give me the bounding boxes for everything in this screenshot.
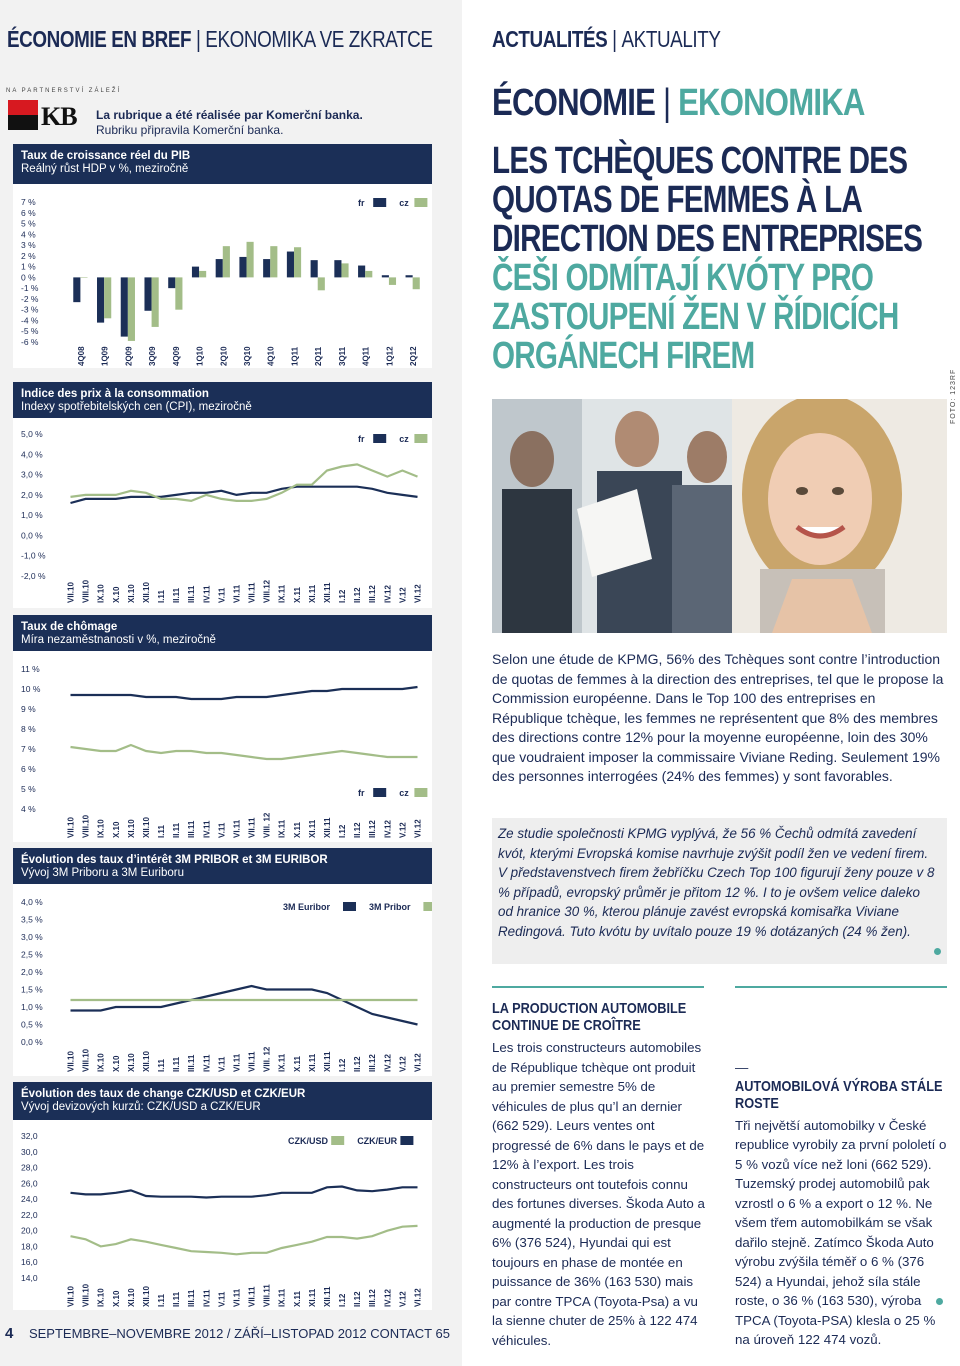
legend-label: cz [399, 434, 409, 444]
fx-chart-area [13, 1120, 432, 1310]
x-tick-label: IV.11 [202, 1054, 212, 1072]
gdp-chart-subtitle: Reálný růst HDP v %, meziročně [21, 163, 189, 175]
y-tick-label: 11 % [21, 664, 40, 674]
x-tick-label: XI.10 [126, 1288, 136, 1307]
x-tick-label: IX.10 [96, 1053, 106, 1072]
y-tick-label: 1 % [21, 261, 36, 272]
section-title-fr: ÉCONOMIE [492, 82, 656, 124]
series-line [71, 1226, 418, 1254]
x-tick-label: IX.11 [277, 584, 287, 603]
legend-swatch [373, 198, 386, 207]
x-tick-label: II.12 [353, 822, 363, 838]
y-tick-label: 0,0 % [21, 530, 43, 541]
x-tick-label: V.11 [217, 822, 227, 838]
divider-rule-right [735, 986, 947, 988]
x-tick-label: IX.11 [277, 1053, 287, 1072]
legend-swatch [423, 902, 432, 911]
bar-cz [294, 247, 301, 277]
bar-cz [199, 271, 206, 277]
x-tick-label: XII.10 [141, 817, 151, 838]
x-tick-label: III.11 [187, 585, 197, 603]
left-header-cz: EKONOMIKA VE ZKRATCE [205, 26, 433, 52]
y-tick-label: 30,0 [21, 1146, 38, 1157]
x-tick-label: XII.10 [141, 582, 151, 603]
x-tick-label: XI.11 [307, 819, 317, 838]
y-tick-label: 2,0 % [21, 489, 43, 500]
x-tick-label: II.11 [172, 1056, 182, 1072]
x-tick-label: 3Q09 [148, 346, 158, 366]
x-tick-label: IX.10 [96, 1288, 106, 1307]
y-tick-label: 5 % [21, 784, 36, 794]
x-tick-label: 2Q10 [219, 346, 229, 366]
x-tick-label: IV.12 [383, 1054, 393, 1072]
x-tick-label: X.10 [111, 1055, 121, 1072]
bar-fr [97, 277, 104, 322]
cpi-chart-title: Indice des prix à la consommation [21, 388, 209, 400]
rates-chart-subtitle: Vývoj 3M Priboru a 3M Euriboru [21, 867, 184, 879]
right-header-cz: AKTUALITY [621, 26, 721, 52]
y-tick-label: 9 % [21, 704, 36, 714]
y-tick-label: -3 % [21, 304, 39, 315]
bar-cz [341, 263, 348, 277]
y-tick-label: 0 % [21, 272, 36, 283]
headline-fr: LES TCHÈQUES CONTRE DES QUOTAS DE FEMMES À LA DIRECTION DES ENTREPRISES [492, 140, 923, 260]
right-header [492, 26, 721, 53]
bar-fr [334, 260, 341, 277]
partner-text [96, 108, 363, 138]
x-tick-label: VIII.10 [81, 1048, 91, 1072]
y-tick-label: 3,5 % [21, 914, 43, 925]
x-tick-label: X.10 [111, 586, 121, 603]
bar-fr [263, 259, 270, 277]
y-tick-label: 28,0 [21, 1162, 38, 1173]
y-tick-label: 18,0 [21, 1241, 38, 1252]
right-header-fr: ACTUALITÉS [492, 26, 608, 52]
x-tick-label: X.10 [111, 1290, 121, 1307]
x-tick-label: XI.11 [307, 1288, 317, 1307]
y-tick-label: -2,0 % [21, 571, 46, 581]
footer [5, 1325, 450, 1342]
x-tick-label: 1Q09 [100, 346, 110, 366]
x-tick-label: II.11 [172, 1291, 182, 1307]
y-tick-label: -6 % [21, 337, 39, 347]
x-tick-label: X.10 [111, 821, 121, 838]
y-tick-label: 0,5 % [21, 1019, 43, 1030]
cpi-chart-area [13, 418, 432, 608]
x-tick-label: VIII.10 [81, 579, 91, 603]
auto-dash: — [735, 1060, 749, 1075]
section-title-cz: EKONOMIKA [678, 82, 865, 124]
x-tick-label: XII.11 [322, 817, 332, 838]
x-tick-label: I.11 [157, 1059, 167, 1072]
x-tick-label: XII.10 [141, 1286, 151, 1307]
auto-title-cz: AUTOMOBILOVÁ VÝROBA STÁLE ROSTE [735, 1077, 943, 1112]
x-tick-label: V.11 [217, 1056, 227, 1072]
x-tick-label: 1Q12 [385, 346, 395, 366]
x-tick-label: VI.12 [413, 1288, 423, 1307]
y-tick-label: 32,0 [21, 1131, 38, 1141]
y-tick-label: 24,0 [21, 1194, 38, 1205]
x-tick-label: IV.12 [383, 1289, 393, 1307]
x-tick-label: XII.11 [322, 582, 332, 603]
bar-cz [152, 277, 159, 327]
section-title-separator: | [662, 82, 671, 124]
x-tick-label: II.12 [353, 1291, 363, 1307]
y-tick-label: 7 % [21, 197, 36, 207]
x-tick-label: VII.11 [247, 1286, 257, 1307]
y-tick-label: 1,0 % [21, 1002, 43, 1012]
x-tick-label: I.12 [338, 824, 348, 838]
unemployment-chart-subtitle: Míra nezaměstnanosti v %, meziročně [21, 634, 216, 646]
legend-swatch [414, 198, 427, 207]
x-tick-label: VI.12 [413, 1053, 423, 1072]
x-tick-label: XI.10 [126, 584, 136, 603]
section-title [492, 82, 865, 125]
rates-chart [13, 884, 432, 1076]
y-tick-label: 10 % [21, 684, 41, 694]
y-tick-label: 7 % [21, 744, 36, 754]
legend-swatch [414, 788, 427, 797]
x-tick-label: III.11 [187, 820, 197, 838]
y-tick-label: 6 % [21, 764, 36, 774]
rates-chart-header [13, 848, 432, 884]
bar-fr [406, 275, 413, 277]
x-tick-label: VII.10 [66, 1051, 76, 1072]
x-tick-label: XI.11 [307, 1053, 317, 1072]
y-tick-label: 3 % [21, 240, 36, 251]
bar-cz [247, 242, 254, 278]
bar-cz [128, 277, 135, 341]
x-tick-label: 4Q09 [171, 346, 181, 366]
headline [492, 142, 944, 376]
legend-swatch [343, 902, 356, 911]
x-tick-label: IX.10 [96, 584, 106, 603]
x-tick-label: IV.11 [202, 585, 212, 603]
x-tick-label: VI.11 [232, 584, 242, 603]
auto-article-cz [735, 1000, 950, 1350]
x-tick-label: 2Q11 [314, 346, 324, 366]
fx-chart-subtitle: Vývoj devizových kurzů: CZK/USD a CZK/EUR [21, 1101, 261, 1113]
left-header-fr: ÉCONOMIE EN BREF [7, 26, 192, 52]
kb-logo-black-square [8, 115, 38, 130]
x-tick-label: XI.10 [126, 819, 136, 838]
x-tick-label: X.11 [292, 1055, 302, 1072]
partner-text-cz: Rubriku připravila Komerční banka. [96, 123, 284, 137]
x-tick-label: III.12 [368, 585, 378, 603]
auto-end-bullet-icon [936, 1298, 943, 1305]
bar-cz [413, 277, 420, 289]
bar-cz [223, 246, 230, 277]
x-tick-label: 2Q09 [124, 346, 134, 366]
bar-fr [144, 277, 151, 310]
y-tick-label: -1,0 % [21, 550, 46, 561]
photo-illustration [492, 399, 947, 633]
article-czech-text: Ze studie společnosti KPMG vyplývá, že 56 % Čechů odmítá zavedení kvót, kterými Evropská komise navrhuje zvýšit podíl žen ve vedení firem. V představenstvech firem žebříčku Czech Top 100 figurují ženy pouze v 8 % případů, evropský průměr je přitom 12 %. I to je ovšem velice daleko od hranice 30 %, kterou plánuje zavést evropská komisařka Viviane Redingová. Tuto kvótu by uvítalo pouze 19 % dotázaných (24 % žen). [498, 826, 935, 939]
x-tick-label: II.11 [172, 587, 182, 603]
fx-chart-header [13, 1082, 432, 1120]
partner-label: NA PARTNERSTVÍ ZÁLEŽÍ [6, 88, 122, 94]
x-tick-label: I.12 [338, 1058, 348, 1072]
series-line [71, 1187, 418, 1198]
unemployment-chart-area [13, 651, 432, 842]
legend-label: fr [358, 198, 365, 208]
x-tick-label: I.11 [157, 590, 167, 603]
x-tick-label: V.11 [217, 587, 227, 603]
y-tick-label: -4 % [21, 315, 39, 326]
partner-text-fr: La rubrique a été réalisée par Komerční banka. [96, 108, 363, 122]
footer-text: SEPTEMBRE–NOVEMBRE 2012 / ZÁŘÍ–LISTOPAD 2012 CONTACT 65 [28, 1326, 450, 1341]
cpi-chart [13, 418, 432, 608]
x-tick-label: I.11 [157, 1294, 167, 1307]
y-tick-label: 6 % [21, 207, 36, 218]
x-tick-label: VIII. 12 [262, 1046, 272, 1072]
kb-logo [8, 100, 80, 134]
bar-cz [80, 277, 87, 278]
x-tick-label: VI.12 [413, 819, 423, 838]
y-tick-label: -1 % [21, 283, 39, 294]
legend-label: CZK/EUR [357, 1136, 398, 1146]
unemployment-chart-header [13, 615, 432, 651]
x-tick-label: II.12 [353, 1056, 363, 1072]
y-tick-label: 4,0 % [21, 449, 43, 460]
y-tick-label: 3,0 % [21, 469, 43, 480]
headline-cz: ČEŠI ODMÍTAJÍ KVÓTY PRO ZASTOUPENÍ ŽEN V ŘÍDICÍCH ORGÁNECH FIREM [492, 257, 899, 377]
legend-label: CZK/USD [288, 1136, 328, 1146]
x-tick-label: V.11 [217, 1291, 227, 1307]
x-tick-label: VI.11 [232, 819, 242, 838]
x-tick-label: VII.11 [247, 817, 257, 838]
x-tick-label: X.11 [292, 586, 302, 603]
x-tick-label: VIII.11 [262, 1284, 272, 1307]
x-tick-label: IX.10 [96, 819, 106, 838]
x-tick-label: 2Q12 [409, 346, 419, 366]
unemployment-chart-title: Taux de chômage [21, 621, 118, 633]
x-tick-label: VI.11 [232, 1288, 242, 1307]
bar-fr [121, 277, 128, 336]
legend-label: 3M Euribor [283, 902, 331, 912]
x-tick-label: II.11 [172, 822, 182, 838]
x-tick-label: III.11 [187, 1289, 197, 1307]
left-header-separator: | [195, 26, 201, 52]
x-tick-label: VI.11 [232, 1053, 242, 1072]
series-line [71, 687, 418, 699]
auto-title-fr: LA PRODUCTION AUTOMOBILE CONTINUE DE CROÎTRE [492, 1000, 687, 1034]
x-tick-label: X.11 [292, 821, 302, 838]
y-tick-label: 20,0 [21, 1225, 38, 1236]
y-tick-label: 26,0 [21, 1178, 38, 1189]
y-tick-label: 2,5 % [21, 949, 43, 960]
x-tick-label: X.11 [292, 1290, 302, 1307]
auto-article-fr [492, 1000, 707, 1350]
x-tick-label: IV.11 [202, 820, 212, 838]
gdp-chart-area [13, 184, 432, 368]
bar-cz [270, 246, 277, 277]
x-tick-label: XII.11 [322, 1286, 332, 1307]
series-line [71, 464, 418, 501]
article-photo [492, 399, 947, 633]
y-tick-label: -5 % [21, 326, 39, 337]
x-tick-label: VIII.12 [262, 579, 272, 603]
x-tick-label: IV.12 [383, 820, 393, 838]
x-tick-label: IX.11 [277, 819, 287, 838]
bar-cz [365, 271, 372, 277]
legend-swatch [373, 788, 386, 797]
y-tick-label: 3,0 % [21, 932, 43, 942]
bar-fr [216, 259, 223, 277]
auto-text-fr: Les trois constructeurs automobiles de République tchèque ont produit au premier semestre 5% de véhicules de plus qu’l an dernier (662 529). Leurs ventes ont progressé de 6% dans le pays et de 12% à l’export. Les trois constructeurs ont toutefois connu des fortunes diverses. Škoda Auto a augmenté la production de presque 6% (376 524), Hyundai qui est toujours en phase de montée en puissance de 36% (163 530) mais par contre TPCA (Toyota-Psa) a vu la sienne chuter de 25% à 122 474 véhicules. [492, 1040, 705, 1348]
y-tick-label: 1,0 % [21, 510, 43, 521]
bar-fr [168, 277, 175, 288]
gdp-chart [13, 184, 432, 368]
x-tick-label: IV.12 [383, 585, 393, 603]
y-tick-label: 14,0 [21, 1273, 38, 1283]
x-tick-label: XII.11 [322, 1051, 332, 1072]
x-tick-label: 1Q10 [195, 346, 205, 366]
x-tick-label: 1Q11 [290, 346, 300, 366]
x-tick-label: I.12 [338, 1293, 348, 1307]
legend-label: fr [358, 434, 365, 444]
y-tick-label: 4 % [21, 804, 36, 814]
x-tick-label: 4Q10 [266, 346, 276, 366]
x-tick-label: 3Q10 [243, 346, 252, 366]
y-tick-label: 2,0 % [21, 967, 43, 977]
y-tick-label: 8 % [21, 724, 36, 734]
y-tick-label: 16,0 [21, 1257, 38, 1268]
article-french: Selon une étude de KPMG, 56% des Tchèques sont contre l’introduction de quotas de femmes à la direction des entreprises, tel que le propose la Commission européenne. Dans le Top 100 des entreprises en République tchèque, les femmes ne représentent que 8% des membres des directions contre 12% pour la moyenne européenne, loin des 30% que voudraient imposer la commissaire Viviane Reding. Seulement 19% des personnes interrogées (24% des femmes) y sont favorables. [492, 651, 944, 784]
article-czech [492, 818, 947, 964]
x-tick-label: VIII.10 [81, 814, 91, 838]
rates-chart-area [13, 884, 432, 1076]
article-end-bullet-icon [934, 948, 941, 955]
unemployment-chart [13, 651, 432, 842]
x-tick-label: VII.10 [66, 582, 76, 603]
series-line [71, 745, 418, 759]
fx-chart [13, 1120, 432, 1310]
x-tick-label: III.11 [187, 1054, 197, 1072]
fx-chart-title: Évolution des taux de change CZK/USD et CZK/EUR [21, 1088, 306, 1100]
photo-credit: FOTO: 123RF [950, 368, 957, 424]
legend-label: 3M Pribor [369, 902, 411, 912]
gdp-chart-title: Taux de croissance réel du PIB [21, 150, 191, 162]
y-tick-label: 22,0 [21, 1209, 38, 1220]
bar-cz [389, 277, 396, 285]
legend-swatch [400, 1136, 413, 1145]
y-tick-label: 4 % [21, 229, 36, 240]
legend-label: cz [399, 198, 409, 208]
x-tick-label: VI.12 [413, 584, 423, 603]
legend-swatch [414, 434, 427, 443]
kb-logo-red-square [8, 100, 38, 115]
x-tick-label: VIII.10 [81, 1283, 91, 1307]
y-tick-label: 1,5 % [21, 984, 43, 995]
page-number: 4 [5, 1325, 14, 1342]
kb-logo-text: KB [41, 102, 77, 131]
divider-rule [492, 986, 704, 988]
legend-swatch [373, 434, 386, 443]
x-tick-label: 4Q11 [361, 346, 371, 366]
x-tick-label: VII.10 [66, 1286, 76, 1307]
bar-fr [73, 277, 80, 302]
x-tick-label: 3Q11 [337, 346, 347, 366]
x-tick-label: III.12 [368, 1289, 378, 1307]
x-tick-label: IX.11 [277, 1288, 287, 1307]
x-tick-label: I.12 [338, 589, 348, 603]
bar-fr [358, 266, 365, 278]
x-tick-label: V.12 [398, 1056, 408, 1072]
x-tick-label: V.12 [398, 587, 408, 603]
x-tick-label: XI.11 [307, 584, 317, 603]
x-tick-label: 4Q08 [76, 346, 86, 366]
x-tick-label: V.12 [398, 822, 408, 838]
bar-cz [175, 277, 182, 309]
legend-label: cz [399, 788, 409, 798]
bar-cz [318, 277, 325, 290]
right-header-separator: | [612, 26, 617, 52]
series-line [71, 986, 418, 1025]
y-tick-label: 0,0 % [21, 1037, 43, 1047]
x-tick-label: VII.11 [247, 582, 257, 603]
bar-fr [239, 257, 246, 277]
gdp-chart-header [13, 144, 432, 184]
auto-text-cz: Tři největší automobilky v České republice vyrobily za první pololetí o 5 % vozů více než loni (662 529). Tuzemský prodej automobilů pak vzrostl o 6 % a export o 12 %. Ne všem třem automobilkám se však dařilo stejně. Zatímco Škoda Auto výrobu zvýšila téměř o 6 % (376 524) a Hyundai, jehož síla stále roste, o 36 % (163 530), výroba TPCA (Toyota-PSA) klesla o 25 % na úroveň 122 474 vozů. [735, 1117, 947, 1347]
x-tick-label: V.12 [398, 1291, 408, 1307]
x-tick-label: XI.10 [126, 1053, 136, 1072]
x-tick-label: VII.11 [247, 1051, 257, 1072]
y-tick-label: -2 % [21, 293, 39, 304]
bar-fr [192, 267, 199, 278]
left-header [7, 26, 433, 53]
rates-chart-title: Évolution des taux d’intérêt 3M PRIBOR et 3M EURIBOR [21, 854, 328, 866]
x-tick-label: IV.11 [202, 1289, 212, 1307]
bar-fr [287, 252, 294, 278]
bar-cz [104, 277, 111, 318]
y-tick-label: 2 % [21, 250, 36, 261]
bar-fr [311, 260, 318, 277]
legend-swatch [331, 1136, 344, 1145]
cpi-chart-header [13, 382, 432, 418]
y-tick-label: 5 % [21, 218, 36, 229]
x-tick-label: XII.10 [141, 1051, 151, 1072]
x-tick-label: III.12 [368, 820, 378, 838]
y-tick-label: 5,0 % [21, 429, 43, 439]
bar-fr [382, 275, 389, 277]
x-tick-label: VII.10 [66, 817, 76, 838]
y-tick-label: 4,0 % [21, 897, 43, 907]
x-tick-label: III.12 [368, 1054, 378, 1072]
x-tick-label: I.11 [157, 825, 167, 838]
cpi-chart-subtitle: Indexy spotřebitelských cen (CPI), meziročně [21, 401, 252, 413]
legend-label: fr [358, 788, 365, 798]
x-tick-label: II.12 [353, 587, 363, 603]
x-tick-label: VIII. 12 [262, 812, 272, 838]
